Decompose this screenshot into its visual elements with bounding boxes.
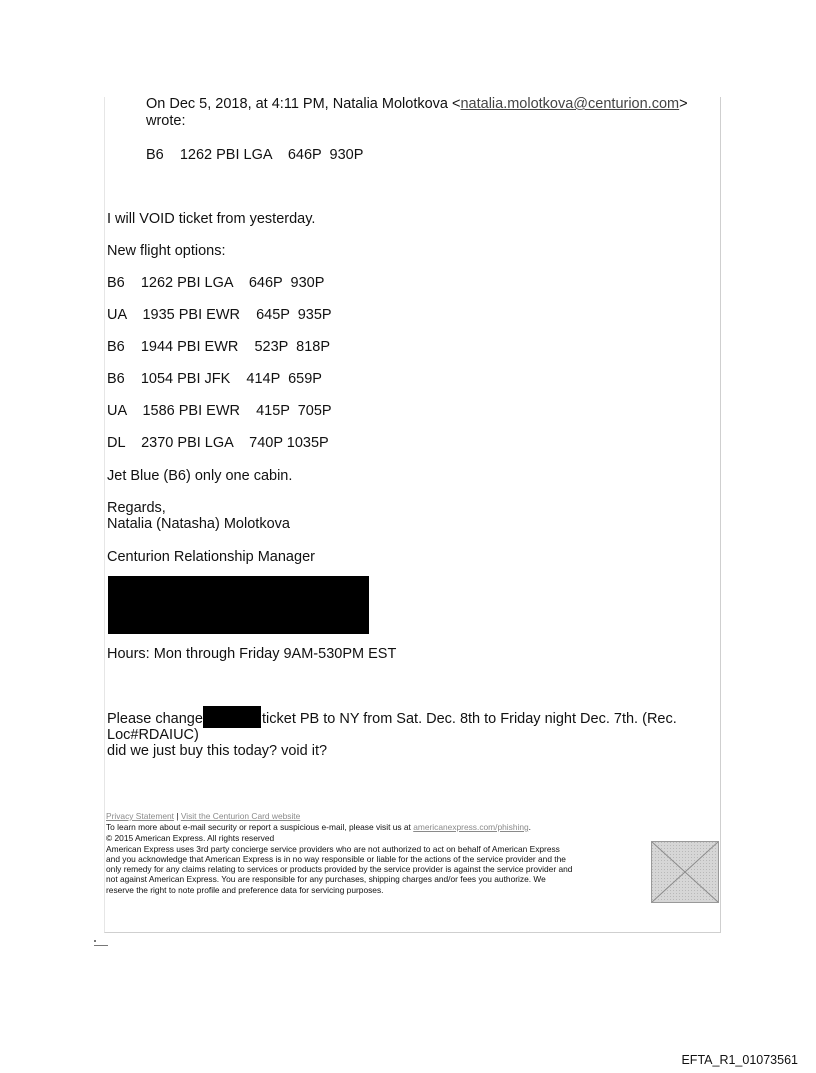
signature-title: Centurion Relationship Manager [107, 549, 315, 565]
redacted-block [108, 576, 369, 634]
question: did we just buy this today? void it? [107, 743, 328, 759]
cabin-note: Jet Blue (B6) only one cabin. [107, 468, 293, 484]
security-prefix: To learn more about e-mail security or report a suspicious e-mail, please visit us at [106, 822, 414, 832]
footer-separator: | [173, 811, 181, 821]
flight-option: UA 1935 PBI EWR 645P 935P [107, 307, 332, 323]
request-loc: Loc#RDAIUC) [107, 727, 199, 743]
request-line [107, 711, 203, 728]
hours: Hours: Mon through Friday 9AM-530PM EST [107, 646, 397, 662]
quoted-flight: B6 1262 PBI LGA 646P 930P [146, 147, 364, 163]
footer-disclaimer-line: only remedy for any claims relating to services or products provided by the service provider is against the service provider and [106, 864, 573, 874]
privacy-statement-link[interactable]: Privacy Statement [106, 811, 174, 821]
void-line: I will VOID ticket from yesterday. [107, 211, 316, 227]
footer-disclaimer-line: American Express uses 3rd party concierge service providers who are not authorized to act on behalf of American Express [106, 844, 560, 854]
quoted-header [146, 96, 688, 113]
options-heading: New flight options: [107, 243, 226, 259]
redacted-name [203, 706, 261, 728]
flight-option: B6 1262 PBI LGA 646P 930P [107, 275, 325, 291]
request-suffix: ticket PB to NY from Sat. Dec. 8th to Friday night Dec. 7th. (Rec. [262, 711, 677, 727]
footer-copyright: © 2015 American Express. All rights reserved [106, 833, 275, 843]
sender-email-link[interactable]: natalia.molotkova@centurion.com [460, 96, 680, 112]
broken-image-icon-graphic [652, 842, 718, 902]
quoted-header-prefix: On Dec 5, 2018, at 4:11 PM, Natalia Molotkova < [146, 96, 461, 112]
regards: Regards, [107, 500, 166, 516]
request-prefix: Please change [107, 711, 203, 727]
phishing-link[interactable]: americanexpress.com/phishing [413, 822, 529, 832]
security-suffix: . [528, 822, 531, 832]
flight-option: B6 1944 PBI EWR 523P 818P [107, 339, 331, 355]
stray-mark [94, 940, 96, 942]
footer-disclaimer-line: and you acknowledge that American Express is in no way responsible or liable for the actions of the service provider and the [106, 854, 566, 864]
footer-disclaimer-line: not against American Express. You are responsible for any purchases, shipping charges and/or fees you authorize. We [106, 874, 546, 884]
stray-line [94, 945, 108, 946]
footer-links [106, 811, 300, 821]
quoted-header-suffix: > [679, 96, 688, 112]
centurion-website-link[interactable]: Visit the Centurion Card website [180, 811, 301, 821]
flight-option: B6 1054 PBI JFK 414P 659P [107, 371, 322, 387]
broken-image-icon [651, 841, 719, 903]
footer-security [106, 822, 531, 832]
page-id: EFTA_R1_01073561 [681, 1053, 798, 1067]
signature-name: Natalia (Natasha) Molotkova [107, 516, 290, 532]
flight-option: UA 1586 PBI EWR 415P 705P [107, 403, 332, 419]
footer-disclaimer-line: reserve the right to note profile and preference data for servicing purposes. [106, 885, 384, 895]
quoted-wrote: wrote: [146, 113, 186, 129]
flight-option: DL 2370 PBI LGA 740P 1035P [107, 435, 329, 451]
